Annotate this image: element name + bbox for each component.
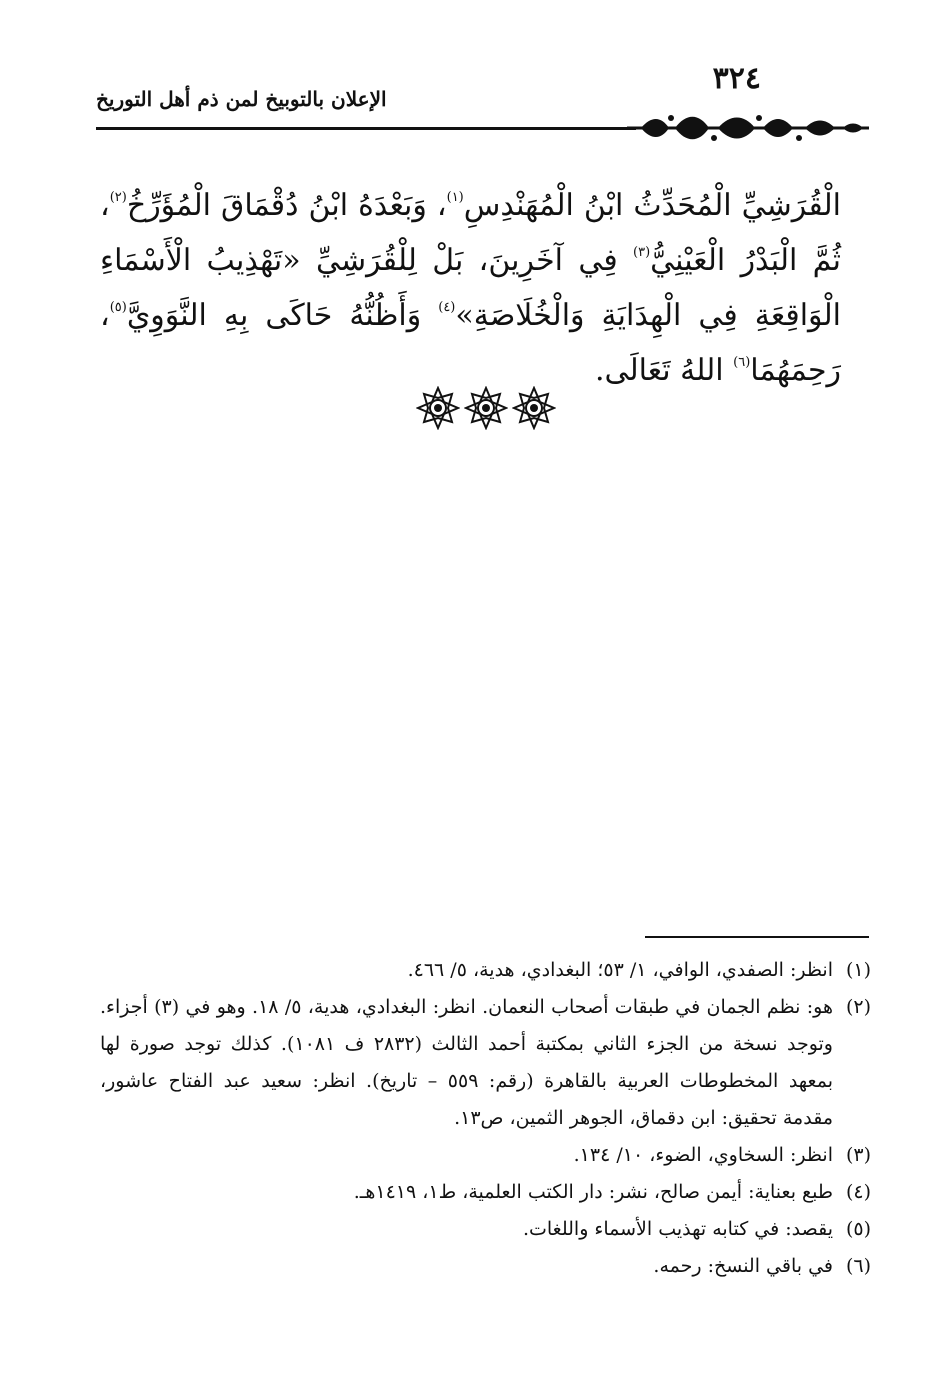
section-divider [416, 386, 556, 432]
footnote-ref-1: (١) [446, 190, 464, 205]
footnote-number: (٣) [845, 1144, 871, 1166]
eight-point-star-icon [512, 386, 556, 430]
text-segment-2: ، وَبَعْدَهُ ابْنُ دُقْمَاقَ الْمُؤَرِّخُ [126, 188, 447, 223]
footnote-ref-3: (٣) [633, 245, 651, 260]
text-segment-1: الْقُرَشِيِّ الْمُحَدِّثُ ابْنُ الْمُهَنْدِسِ [463, 188, 841, 223]
footnote-ref-6: (٦) [733, 355, 751, 370]
text-segment-7: اللهُ تَعَالَى. [594, 353, 734, 388]
floral-band-icon [623, 106, 873, 150]
footnote-separator [645, 936, 869, 938]
footnote-ref-4: (٤) [438, 300, 456, 315]
eight-point-star-icon [464, 386, 508, 430]
footnote-text: طبع بعناية: أيمن صالح، نشر: دار الكتب العلمية، ط١، ١٤١٩هـ. [353, 1181, 833, 1203]
footnote-text: انظر: السخاوي، الضوء، ١٠/ ١٣٤. [573, 1144, 833, 1166]
page-header [96, 58, 873, 158]
footnotes [100, 952, 871, 1285]
header-rule [96, 127, 636, 130]
footnote-text: في باقي النسخ: رحمه. [653, 1255, 833, 1277]
page-number: ٣٢٤ [712, 61, 761, 96]
footnote-5 [100, 1211, 871, 1248]
footnote-text: انظر: الصفدي، الوافي، ١/ ٥٣؛ البغدادي، هدية، ٥/ ٤٦٦. [407, 959, 833, 981]
eight-point-star-icon [416, 386, 460, 430]
main-text [100, 178, 841, 398]
text-segment-4: فِي آخَرِينَ، بَلْ لِلْقُرَشِيِّ «تَهْذِيبُ الْأَسْمَاءِ الْوَاقِعَةِ فِي الْهِدَايَةِ وَالْخُلَاصَةِ» [100, 243, 842, 333]
footnote-6 [100, 1248, 871, 1285]
footnote-1 [100, 952, 871, 989]
footnote-number: (٥) [845, 1218, 871, 1240]
footnote-number: (٦) [845, 1255, 871, 1277]
footnote-ref-5: (٥) [109, 300, 127, 315]
footnote-number: (١) [845, 959, 871, 981]
footnote-number: (٤) [845, 1181, 871, 1203]
footnote-4 [100, 1174, 871, 1211]
main-paragraph [100, 178, 841, 398]
footnote-number: (٢) [845, 996, 871, 1018]
footnote-3 [100, 1137, 871, 1174]
running-title: الإعلان بالتوبيخ لمن ذم أهل التوريخ [96, 87, 387, 111]
footnote-2 [100, 989, 871, 1137]
footnote-text: يقصد: في كتابه تهذيب الأسماء واللغات. [522, 1218, 833, 1240]
text-segment-3: ، ثُمَّ الْبَدْرُ الْعَيْنِيُّ [100, 188, 841, 278]
text-segment-5: وَأَظُنُّهُ حَاكَى بِهِ النَّوَوِيَّ [126, 298, 439, 333]
footnote-text: هو: نظم الجمان في طبقات أصحاب النعمان. انظر: البغدادي، هدية، ٥/ ١٨. وهو في (٣) أجزاء. وتوجد نسخة من الجزء الثاني بمكتبة أحمد الثالث (٢٨٣٢ ف ١٠٨١). كذلك توجد صورة لها بمعهد المخطوطات العربية بالقاهرة (رقم: ٥٥٩ – تاريخ). انظر: سعيد عبد الفتاح عاشور، مقدمة تحقيق: ابن دقماق، الجوهر الثمين، ص١٣. [100, 996, 833, 1129]
footnote-ref-2: (٢) [109, 190, 127, 205]
text-segment-6: ، رَحِمَهُمَا [100, 298, 841, 388]
